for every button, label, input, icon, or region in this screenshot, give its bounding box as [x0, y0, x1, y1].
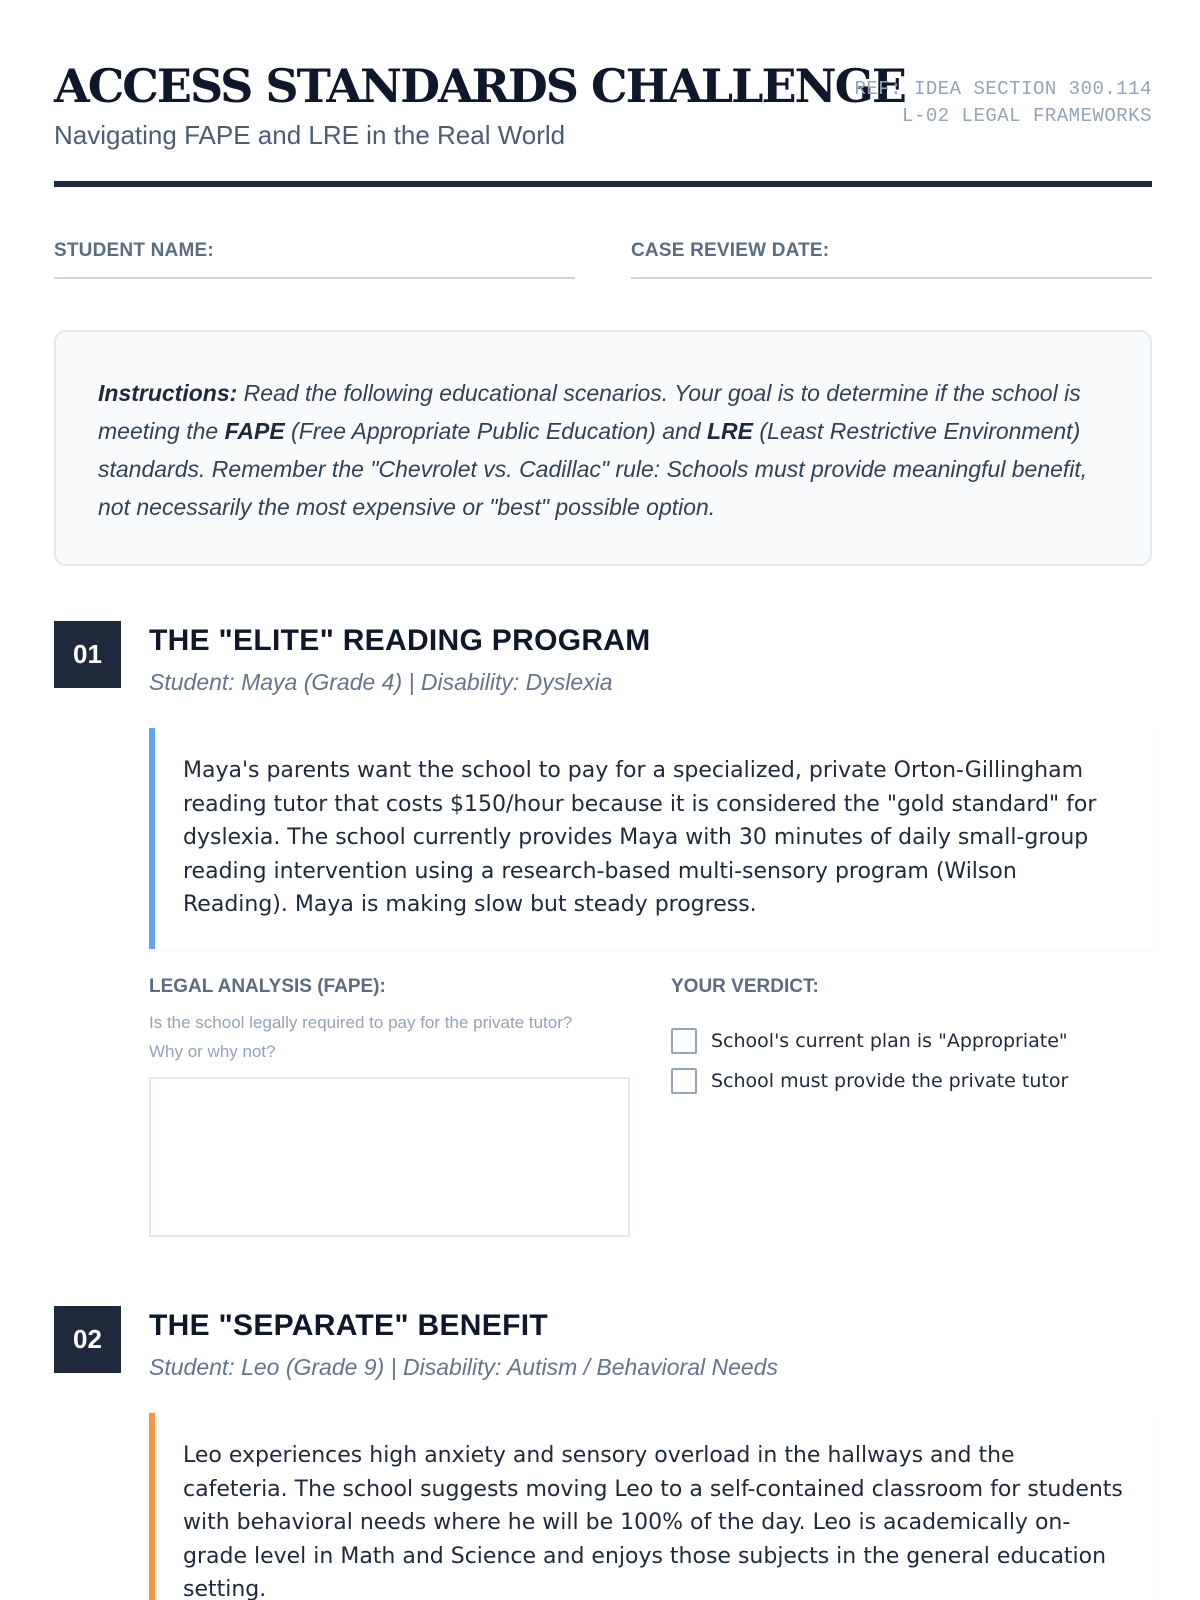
verdict-option-private-tutor[interactable] [671, 1068, 1068, 1094]
scenario-description [149, 1413, 1152, 1600]
worksheet-header [54, 58, 1152, 188]
legal-analysis-hint: Is the school legally required to pay for the private tutor? Why or why not? [149, 1013, 573, 1061]
scenario-accent-bar [149, 1413, 155, 1600]
scenario-number-badge: 02 [54, 1306, 121, 1373]
verdict-checkbox[interactable] [671, 1028, 697, 1054]
scenario-text: Maya's parents want the school to pay for a specialized, private Orton-Gillingham reading tutor that costs $150/hour because it is considered the "gold standard" for dyslexia. The school currently provides Maya with 30 minutes of daily small-group reading intervention using a research-based multi-sensory program (Wilson Reading). Maya is making slow but steady progress. [183, 758, 1097, 917]
scenario-number-badge: 01 [54, 621, 121, 688]
instructions-text: (Free Appropriate Public Education) and [284, 418, 707, 444]
verdict-option-label: School's current plan is "Appropriate" [711, 1030, 1068, 1052]
lre-term: LRE [707, 418, 753, 444]
student-name-field[interactable] [54, 240, 575, 279]
legal-analysis-label: LEGAL ANALYSIS (FAPE): [149, 976, 386, 997]
page-title: ACCESS STANDARDS CHALLENGE [54, 59, 905, 113]
case-review-date-field[interactable] [631, 240, 1152, 279]
scenario-accent-bar [149, 728, 155, 949]
verdict-option-label: School must provide the private tutor [711, 1070, 1069, 1092]
header-divider [54, 181, 1152, 187]
legal-analysis-answer-box[interactable] [149, 1077, 630, 1237]
verdict-label: YOUR VERDICT: [671, 976, 819, 997]
scenario-student-line: Student: Leo (Grade 9) | Disability: Autism / Behavioral Needs [149, 1354, 778, 1380]
instructions-box [54, 330, 1152, 566]
instructions-text: (Least Restrictive Environment) standards. Remember the "Chevrolet vs. Cadillac" rule: Schools must provide meaningful benefit, not necessarily the most expensive or "best" possible option. [98, 418, 1088, 520]
verdict-checkbox[interactable] [671, 1068, 697, 1094]
student-name-label: STUDENT NAME: [54, 240, 214, 261]
scenario-title: THE "SEPARATE" BENEFIT [149, 1309, 548, 1342]
instructions-lead: Instructions: [98, 380, 238, 406]
scenario-description [149, 728, 1152, 949]
case-review-date-label: CASE REVIEW DATE: [631, 240, 830, 261]
instructions-text: Read the following educational scenarios. Your goal is to determine if the school is meeting the [98, 380, 1081, 444]
scenario-title: THE "ELITE" READING PROGRAM [149, 624, 651, 657]
scenario-text: Leo experiences high anxiety and sensory overload in the hallways and the cafeteria. The school suggests moving Leo to a self-contained classroom for students with behavioral needs where he will be 100% of the day. Leo is academically on-grade level in Math and Science and enjoys those subjects in the general education setting. [183, 1443, 1123, 1600]
fape-term: FAPE [224, 418, 285, 444]
verdict-option-appropriate[interactable] [671, 1028, 1068, 1054]
reference-block [854, 76, 1152, 130]
reference-line: REF: IDEA SECTION 300.114 [854, 78, 1152, 100]
scenario-student-line: Student: Maya (Grade 4) | Disability: Dyslexia [149, 669, 613, 695]
module-line: L-02 LEGAL FRAMEWORKS [902, 105, 1152, 127]
page-subtitle: Navigating FAPE and LRE in the Real World [54, 120, 566, 150]
